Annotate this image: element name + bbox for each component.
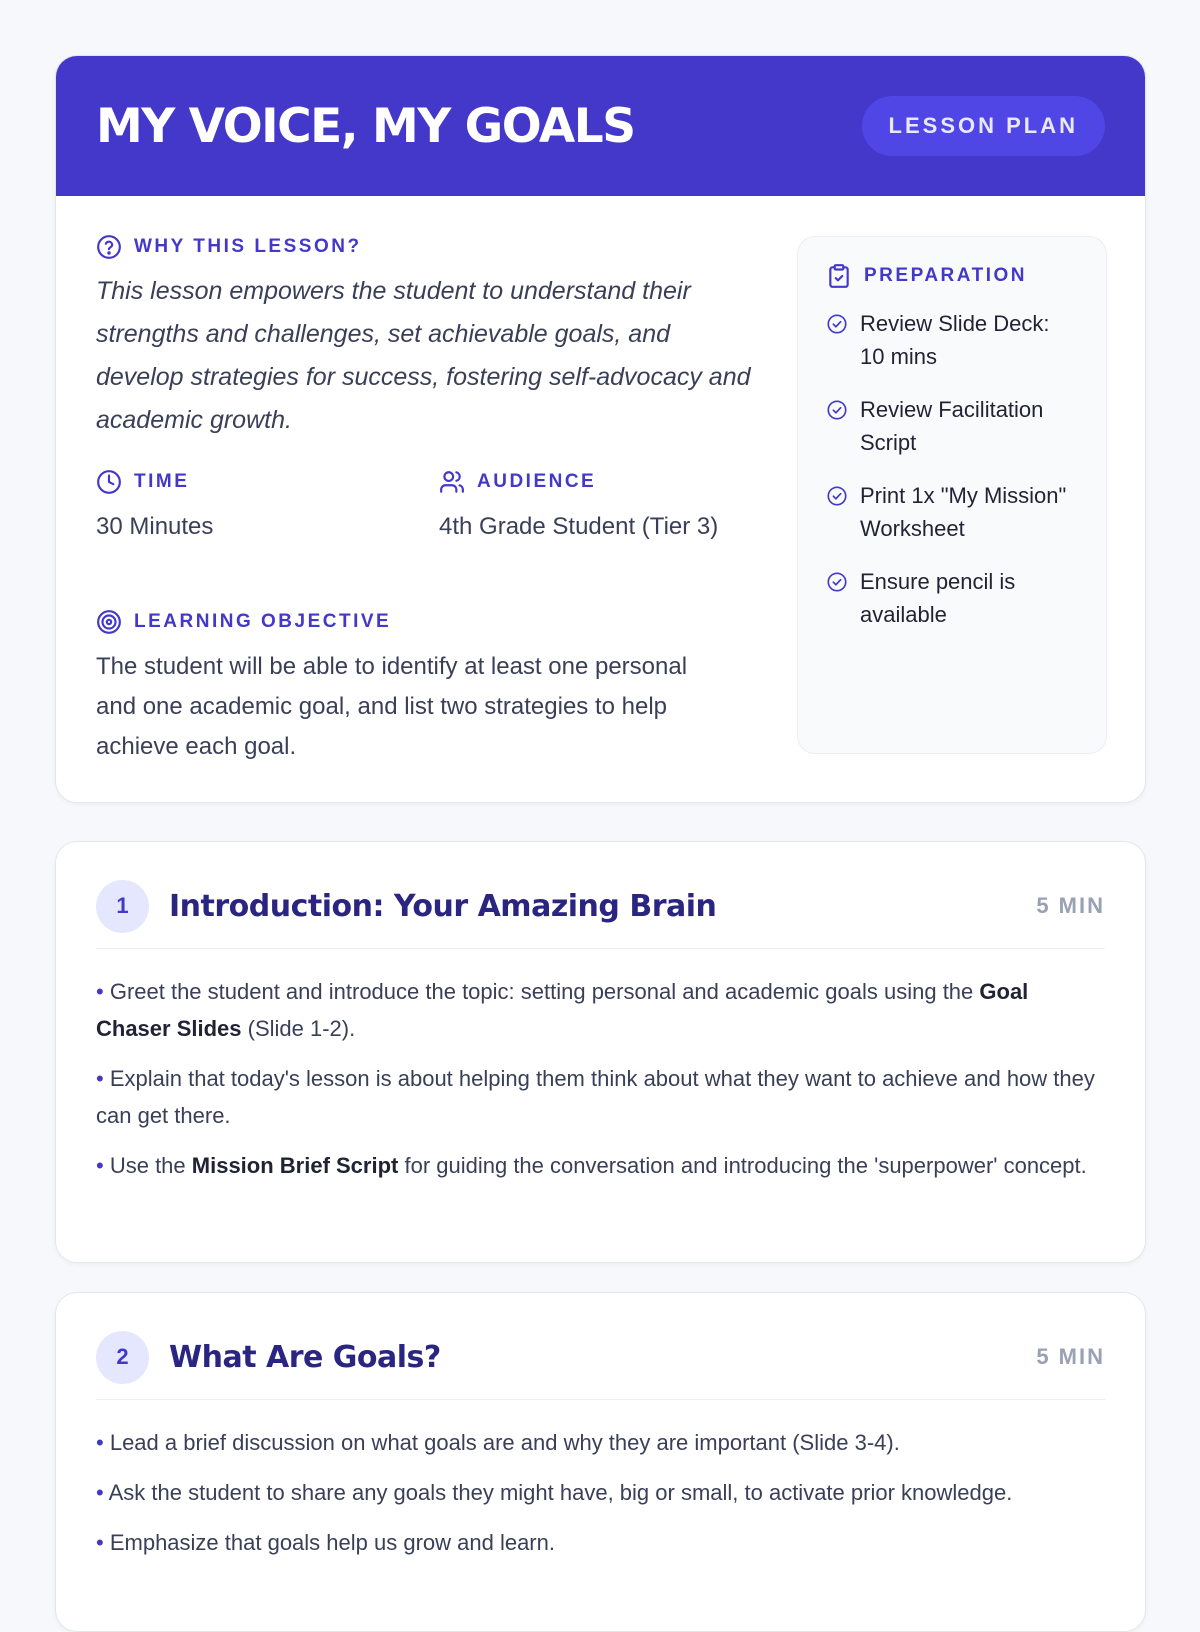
audience-section <box>439 469 759 547</box>
bullet-dot-icon: • <box>96 1153 110 1178</box>
time-value: 30 Minutes <box>96 513 214 540</box>
lesson-overview-card <box>55 55 1146 803</box>
audience-label: AUDIENCE <box>477 471 597 492</box>
preparation-list <box>826 307 1078 631</box>
step-bullet <box>96 1524 1105 1561</box>
step-bullet <box>96 1424 1105 1461</box>
step-header <box>96 842 1105 949</box>
preparation-item <box>826 393 1078 459</box>
audience-value: 4th Grade Student (Tier 3) <box>439 513 719 540</box>
preparation-label: PREPARATION <box>864 265 1027 286</box>
step-duration: 5 MIN <box>1036 893 1105 918</box>
preparation-panel <box>797 236 1107 754</box>
time-label: TIME <box>134 471 190 492</box>
bullet-dot-icon: • <box>96 1066 110 1091</box>
bullet-bold-text: Mission Brief Script <box>191 1153 399 1178</box>
lesson-header <box>56 56 1145 196</box>
preparation-item-text: Review Facilitation Script <box>860 397 1044 455</box>
step-duration: 5 MIN <box>1036 1344 1105 1369</box>
bullet-dot-icon: • <box>96 1530 110 1555</box>
step-title: What Are Goals? <box>169 1339 441 1375</box>
why-text: This lesson empowers the student to understand their strengths and challenges, set achievable goals, and develop strategies for success, fostering self-advocacy and academic growth. <box>96 277 751 434</box>
time-section <box>96 469 396 547</box>
check-circle-icon <box>826 399 848 421</box>
step-card <box>55 1292 1146 1632</box>
check-circle-icon <box>826 485 848 507</box>
step-number: 1 <box>96 880 149 933</box>
lesson-plan-badge: LESSON PLAN <box>862 96 1105 156</box>
bullet-text: Explain that today's lesson is about helping them think about what they want to achieve and how they can get there. <box>96 1066 1095 1128</box>
bullet-text: for guiding the conversation and introducing the 'superpower' concept. <box>398 1153 1087 1178</box>
step-bullet <box>96 973 1105 1047</box>
why-label: WHY THIS LESSON? <box>134 236 362 257</box>
preparation-item-text: Ensure pencil is available <box>860 569 1016 627</box>
bullet-bold-text: Goal Chaser Slides <box>96 979 1029 1041</box>
preparation-item <box>826 565 1078 631</box>
question-circle-icon <box>96 234 122 260</box>
step-card <box>55 841 1146 1263</box>
step-bullet <box>96 1474 1105 1511</box>
bullet-text: (Slide 1-2). <box>241 1016 356 1041</box>
step-bullet <box>96 1147 1105 1184</box>
check-circle-icon <box>826 313 848 335</box>
clipboard-check-icon <box>826 263 852 289</box>
objective-section <box>96 609 716 767</box>
target-icon <box>96 609 122 635</box>
bullet-dot-icon: • <box>96 1480 109 1505</box>
bullet-text: Greet the student and introduce the topic: setting personal and academic goals using the <box>109 979 980 1004</box>
why-section <box>96 234 756 442</box>
objective-text: The student will be able to identify at least one personal and one academic goal, and list two strategies to help achieve each goal. <box>96 653 688 760</box>
preparation-item <box>826 479 1078 545</box>
bullet-dot-icon: • <box>96 979 110 1004</box>
page-title: MY VOICE, MY GOALS <box>96 98 635 154</box>
bullet-text: Emphasize that goals help us grow and learn. <box>109 1530 555 1555</box>
step-bullets <box>96 949 1105 1184</box>
bullet-text: Ask the student to share any goals they might have, big or small, to activate prior knowledge. <box>108 1480 1013 1505</box>
clock-icon <box>96 469 122 495</box>
step-bullets <box>96 1400 1105 1561</box>
bullet-text: Lead a brief discussion on what goals are and why they are important (Slide 3-4). <box>109 1430 900 1455</box>
step-header <box>96 1293 1105 1400</box>
bullet-text: Use the <box>109 1153 192 1178</box>
step-title: Introduction: Your Amazing Brain <box>169 888 717 924</box>
step-number: 2 <box>96 1331 149 1384</box>
check-circle-icon <box>826 571 848 593</box>
preparation-item-text: Review Slide Deck: 10 mins <box>860 311 1050 369</box>
objective-label: LEARNING OBJECTIVE <box>134 611 392 632</box>
users-icon <box>439 469 465 495</box>
step-bullet <box>96 1060 1105 1134</box>
preparation-item-text: Print 1x "My Mission" Worksheet <box>860 483 1067 541</box>
preparation-item <box>826 307 1078 373</box>
bullet-dot-icon: • <box>96 1430 110 1455</box>
